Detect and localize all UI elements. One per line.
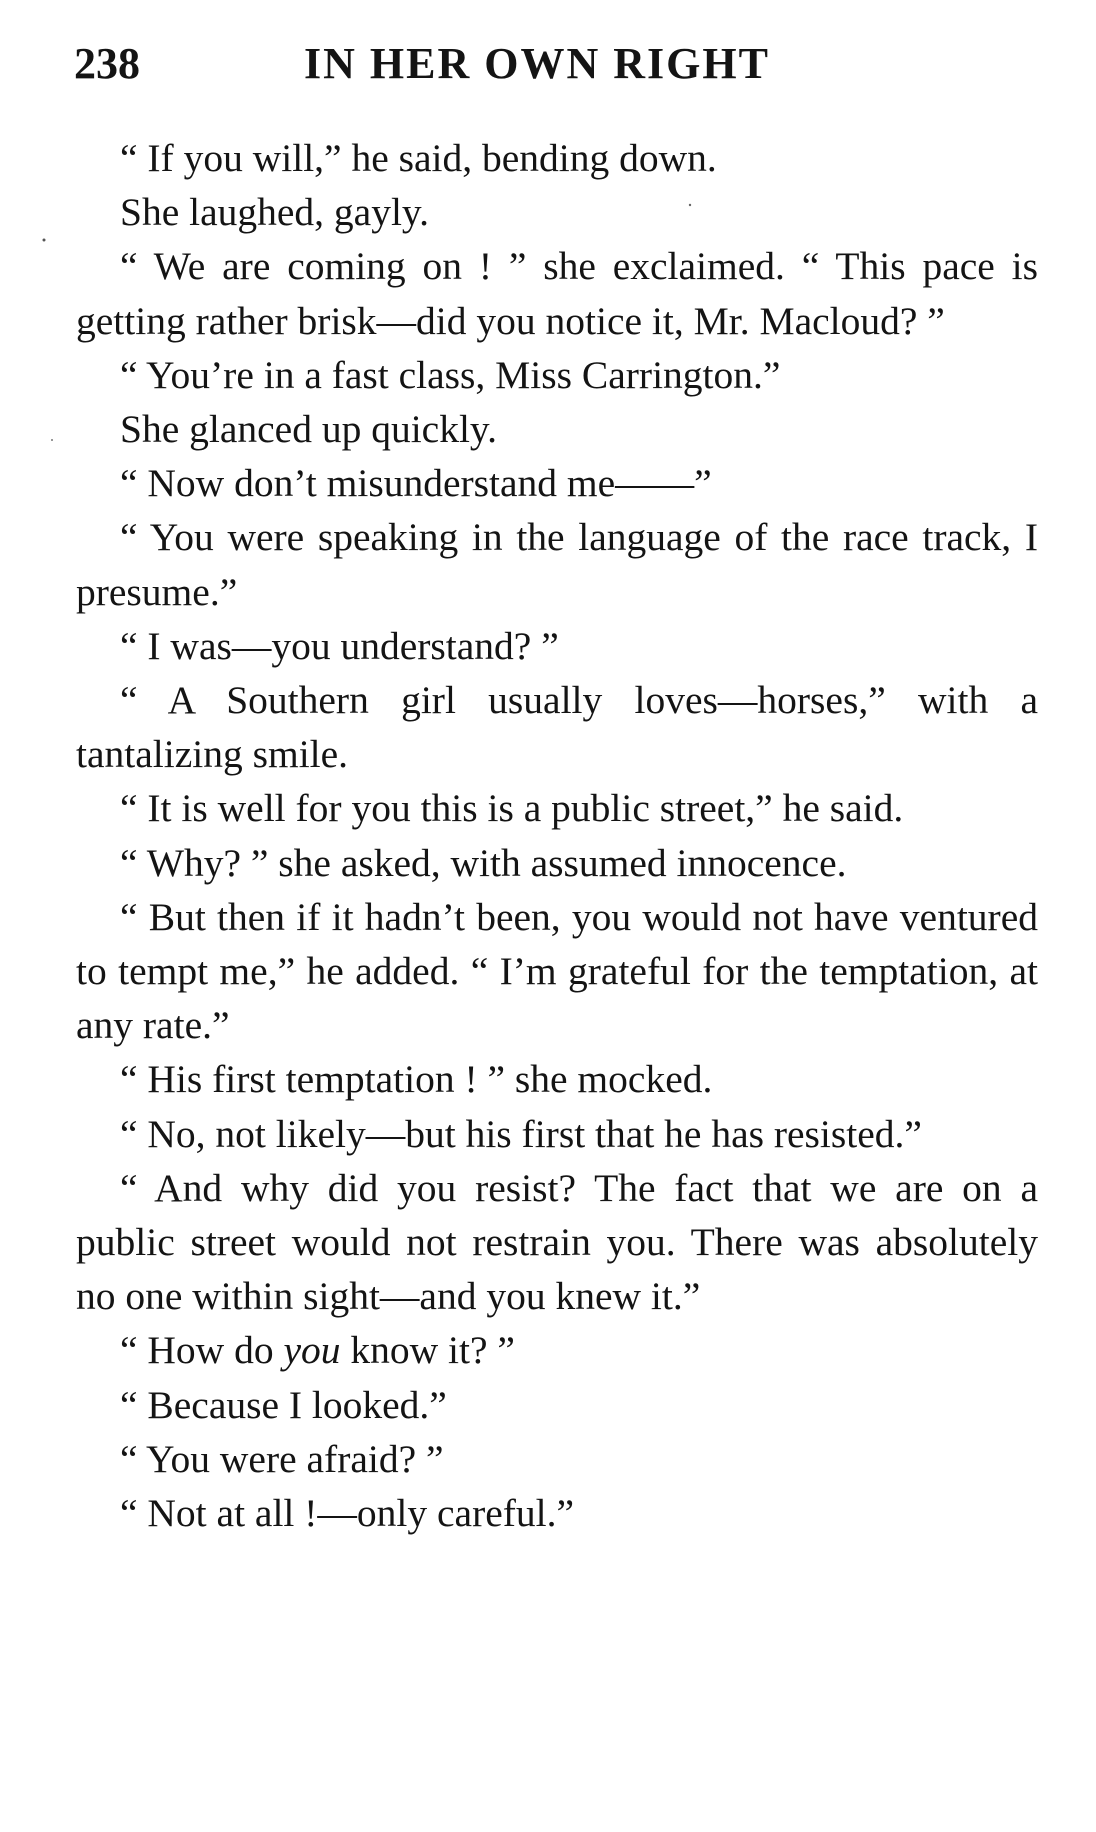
paragraph: “ I was—you understand? ” <box>120 623 559 668</box>
text-span: “ How do <box>120 1328 284 1373</box>
paragraph: “ Because I looked.” <box>120 1382 447 1427</box>
paragraph: “ It is well for you this is a public street,” he said. <box>120 786 904 831</box>
paragraph: “ But then if it hadn’t been, you would not have ventured to tempt me,” he added. “ I’m grateful for the temptation, at any rate.” <box>76 894 1038 1048</box>
paragraph: “ We are coming on ! ” she exclaimed. “ This pace is getting rather brisk—did you notice it, Mr. Macloud? ” <box>76 244 1038 343</box>
paragraph: “ Not at all !—only careful.” <box>120 1491 575 1536</box>
page-header <box>74 34 1042 94</box>
paragraph: “ Now don’t misunderstand me——” <box>120 461 712 506</box>
emphasis-text: you <box>283 1328 341 1373</box>
paragraph: She glanced up quickly. <box>120 407 497 452</box>
running-title: IN HER OWN RIGHT <box>304 39 770 88</box>
paragraph: “ You were speaking in the language of the race track, I presume.” <box>76 515 1038 614</box>
text-span: know it? ” <box>340 1328 515 1373</box>
body-text <box>76 131 1038 1540</box>
page-number: 238 <box>74 39 140 88</box>
paragraph: “ If you will,” he said, bending down. <box>120 136 717 180</box>
paragraph: “ You were afraid? ” <box>120 1436 444 1481</box>
paragraph: “ His first temptation ! ” she mocked. <box>120 1057 713 1102</box>
speck <box>43 239 46 242</box>
paragraph: “ A Southern girl usually loves—horses,” with a tantalizing smile. <box>76 678 1038 777</box>
paragraph: “ You’re in a fast class, Miss Carrington.” <box>120 352 781 397</box>
paragraph: “ No, not likely—but his first that he has resisted.” <box>120 1111 922 1156</box>
paragraph <box>76 1323 1038 1377</box>
speck <box>51 439 53 441</box>
paragraph: “ And why did you resist? The fact that we are on a public street would not restrain you. There was absolutely no one within sight—and you knew it.” <box>76 1165 1038 1319</box>
paragraph: “ Why? ” she asked, with assumed innocence. <box>120 840 847 885</box>
paragraph: She laughed, gayly. <box>120 190 429 235</box>
